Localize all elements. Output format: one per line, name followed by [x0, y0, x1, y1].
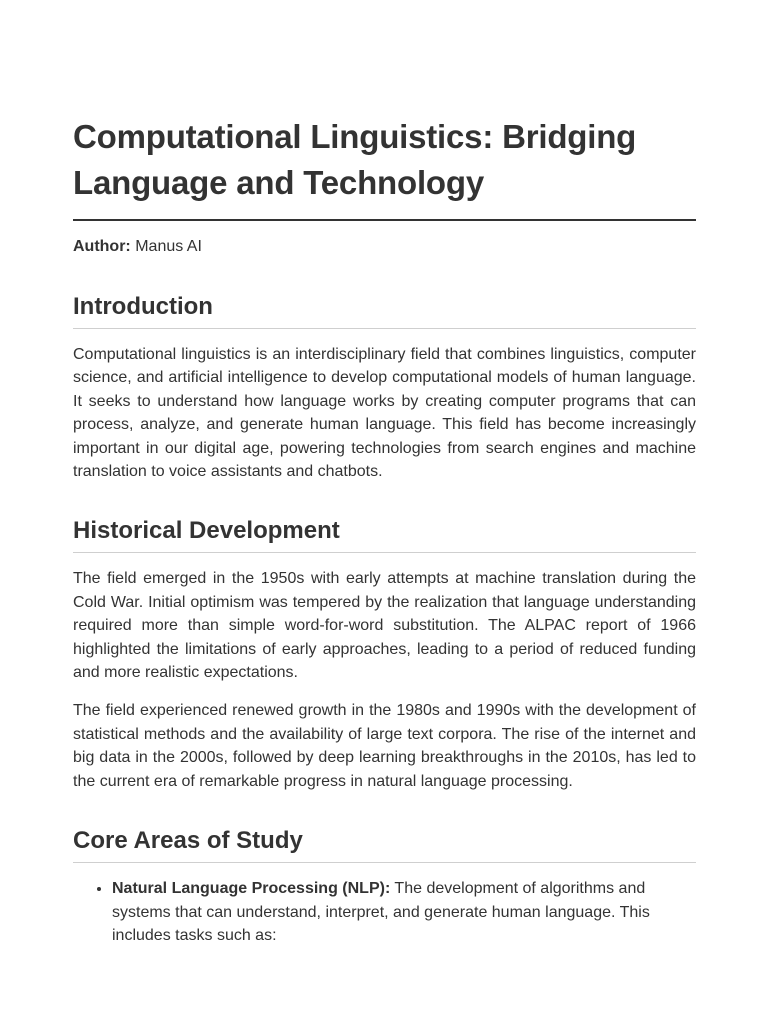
section-historical-development: [73, 516, 696, 793]
author-line: [73, 237, 696, 257]
paragraph: The field experienced renewed growth in the 1980s and 1990s with the development of statistical methods and the availability of large text corpora. The rise of the internet and big data in the 2000s, followed by deep learning breakthroughs in the 2010s, has led to the current era of remarkable progress in natural language processing.: [73, 702, 696, 790]
paragraph: The field emerged in the 1950s with early attempts at machine translation during the Cold War. Initial optimism was tempered by the realization that language understanding required more than simple word-for-word substitution. The ALPAC report of 1966 highlighted the limitations of early approaches, leading to a period of reduced funding and more realistic expectations.: [73, 570, 696, 682]
list-item-description: The development of algorithms and systems that can understand, interpret, and generate human language. This includes tasks such as:: [112, 880, 650, 944]
section-heading-core-areas: Core Areas of Study: [73, 826, 696, 863]
author-name: Manus AI: [135, 238, 202, 255]
section-core-areas: [73, 826, 696, 947]
section-heading-introduction: Introduction: [73, 292, 696, 329]
section-introduction: [73, 292, 696, 483]
author-label: Author:: [73, 238, 131, 255]
section-heading-historical-development: Historical Development: [73, 516, 696, 553]
core-areas-list: [73, 877, 696, 947]
list-item-term: Natural Language Processing (NLP):: [112, 880, 391, 898]
page-title: Computational Linguistics: Bridging Language and Technology: [73, 0, 696, 221]
document-page: [73, 0, 696, 947]
paragraph: Computational linguistics is an interdisciplinary field that combines linguistics, computer science, and artificial intelligence to develop computational models of human language. It seeks to understand how language works by creating computer programs that can process, analyze, and generate human language. This field has become increasingly important in our digital age, powering technologies from search engines and machine translation to voice assistants and chatbots.: [73, 346, 696, 481]
list-item: [112, 877, 696, 947]
